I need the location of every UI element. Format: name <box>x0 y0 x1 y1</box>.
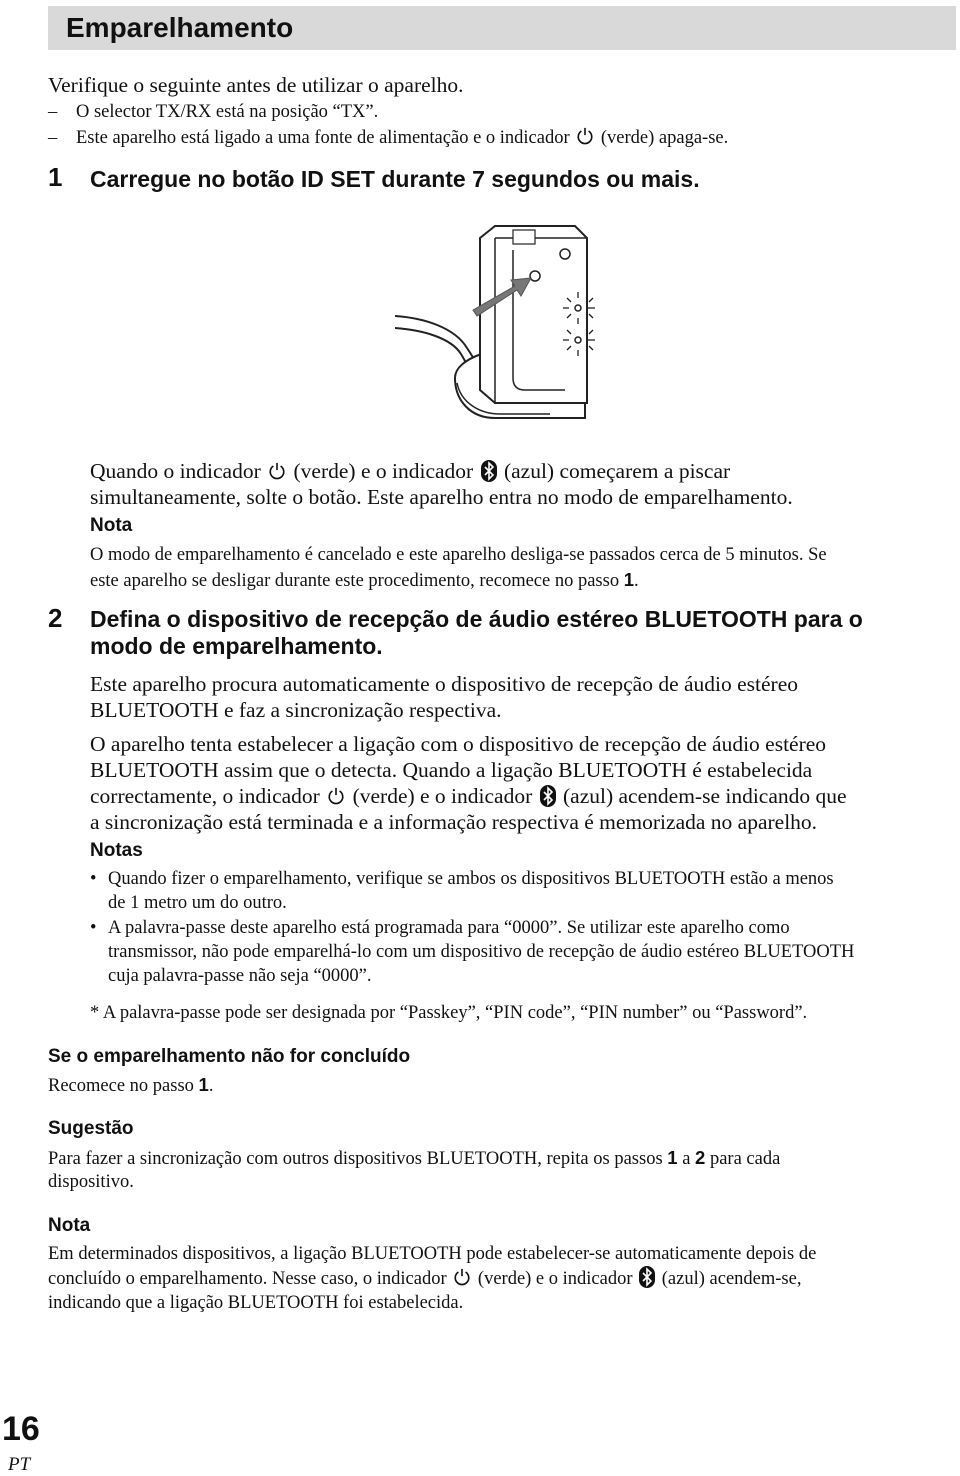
bullet: • <box>90 918 97 938</box>
footnote: * A palavra-passe pode ser designada por “Passkey”, “PIN code”, “PIN number” ou “Password”. <box>90 1003 808 1023</box>
text: (verde) e o indicador <box>352 784 533 808</box>
text: . <box>208 1076 214 1096</box>
intro-item-selector: O selector TX/RX está na posição “TX”. <box>76 102 379 122</box>
device-illustration <box>395 218 620 428</box>
step-number: 2 <box>48 603 63 633</box>
power-icon <box>268 461 286 481</box>
note-item-cont: cuja palavra-passe não seja “0000”. <box>108 966 372 986</box>
note-label: Nota <box>90 515 133 536</box>
note-text: O modo de emparelhamento é cancelado e este aparelho desliga-se passados cerca de 5 minutos. Se <box>90 545 827 565</box>
power-icon <box>327 786 345 806</box>
paragraph <box>90 783 847 810</box>
language-code: PT <box>8 1454 31 1475</box>
note-item-cont: de 1 metro um do outro. <box>108 893 287 913</box>
power-icon <box>453 1267 471 1287</box>
paragraph: a sincronização está terminada e a informação respectiva é memorizada no aparelho. <box>90 810 818 834</box>
notes-label: Notas <box>90 840 143 861</box>
text: (verde) e o indicador <box>293 459 474 483</box>
step-number: 1 <box>48 162 63 192</box>
page-number: 16 <box>2 1410 40 1448</box>
text: . <box>634 571 639 591</box>
intro-item-text: Este aparelho está ligado a uma fonte de alimentação e o indicador <box>76 128 570 148</box>
text: (azul) começarem a piscar <box>503 459 731 483</box>
step-ref: 2 <box>695 1147 706 1168</box>
dash: – <box>48 102 58 122</box>
step1-instruction <box>90 458 730 485</box>
intro-item-power <box>76 126 728 150</box>
text: concluído o emparelhamento. Nesse caso, o indicador <box>48 1269 447 1289</box>
paragraph: BLUETOOTH assim que o detecta. Quando a ligação BLUETOOTH é estabelecida <box>90 758 813 782</box>
bluetooth-icon <box>540 785 556 807</box>
note-item: Quando fizer o emparelhamento, verifique se ambos os dispositivos BLUETOOTH estão a menos <box>108 869 834 889</box>
step-title: Carregue no botão ID SET durante 7 segundos ou mais. <box>90 166 700 192</box>
note-text-cont: indicando que a ligação BLUETOOTH foi estabelecida. <box>48 1293 464 1313</box>
text: correctamente, o indicador <box>90 784 320 808</box>
text: (azul) acendem-se, <box>661 1269 802 1289</box>
power-icon <box>576 126 594 146</box>
section-text <box>48 1073 213 1098</box>
bluetooth-icon <box>639 1266 655 1288</box>
paragraph: O aparelho tenta estabelecer a ligação com o dispositivo de recepção de áudio estéreo <box>90 732 827 756</box>
note-text-cont <box>90 568 639 593</box>
step-title: Defina o dispositivo de recepção de áudio estéreo BLUETOOTH para o <box>90 606 863 632</box>
bluetooth-icon <box>481 460 497 482</box>
note-item-cont: transmissor, não pode emparelhá-lo com um dispositivo de recepção de áudio estéreo BLUETOOTH <box>108 942 855 962</box>
text: (verde) e o indicador <box>477 1269 633 1289</box>
text: Recomece no passo <box>48 1076 194 1096</box>
bullet: • <box>90 869 97 889</box>
intro-item-text: (verde) apaga-se. <box>600 128 729 148</box>
section-header <box>48 6 956 50</box>
note-text-cont <box>48 1266 801 1291</box>
paragraph: BLUETOOTH e faz a sincronização respectiva. <box>90 698 502 722</box>
text: Para fazer a sincronização com outros dispositivos BLUETOOTH, repita os passos <box>48 1149 663 1169</box>
tip-text <box>48 1146 780 1171</box>
step-title-cont: modo de emparelhamento. <box>90 633 383 659</box>
intro-line: Verifique o seguinte antes de utilizar o aparelho. <box>48 73 464 97</box>
step-ref: 1 <box>198 1074 209 1095</box>
text: (azul) acendem-se indicando que <box>563 784 847 808</box>
note-label: Nota <box>48 1215 91 1236</box>
note-item: A palavra-passe deste aparelho está programada para “0000”. Se utilizar este aparelho como <box>108 918 790 938</box>
page-title: Emparelhamento <box>66 12 294 43</box>
tip-heading: Sugestão <box>48 1118 134 1139</box>
step-ref: 1 <box>667 1147 678 1168</box>
section-heading: Se o emparelhamento não for concluído <box>48 1046 411 1067</box>
text: a <box>682 1149 691 1169</box>
dash: – <box>48 128 58 148</box>
text: Quando o indicador <box>90 459 261 483</box>
text: para cada <box>709 1149 781 1169</box>
note-text: Em determinados dispositivos, a ligação BLUETOOTH pode estabelecer-se automaticamente depois de <box>48 1244 817 1264</box>
text: este aparelho se desligar durante este procedimento, recomece no passo <box>90 571 620 591</box>
step-ref: 1 <box>623 569 635 590</box>
paragraph: Este aparelho procura automaticamente o dispositivo de recepção de áudio estéreo <box>90 672 799 696</box>
step1-instruction-cont: simultaneamente, solte o botão. Este aparelho entra no modo de emparelhamento. <box>90 485 793 509</box>
tip-text-cont: dispositivo. <box>48 1172 134 1192</box>
